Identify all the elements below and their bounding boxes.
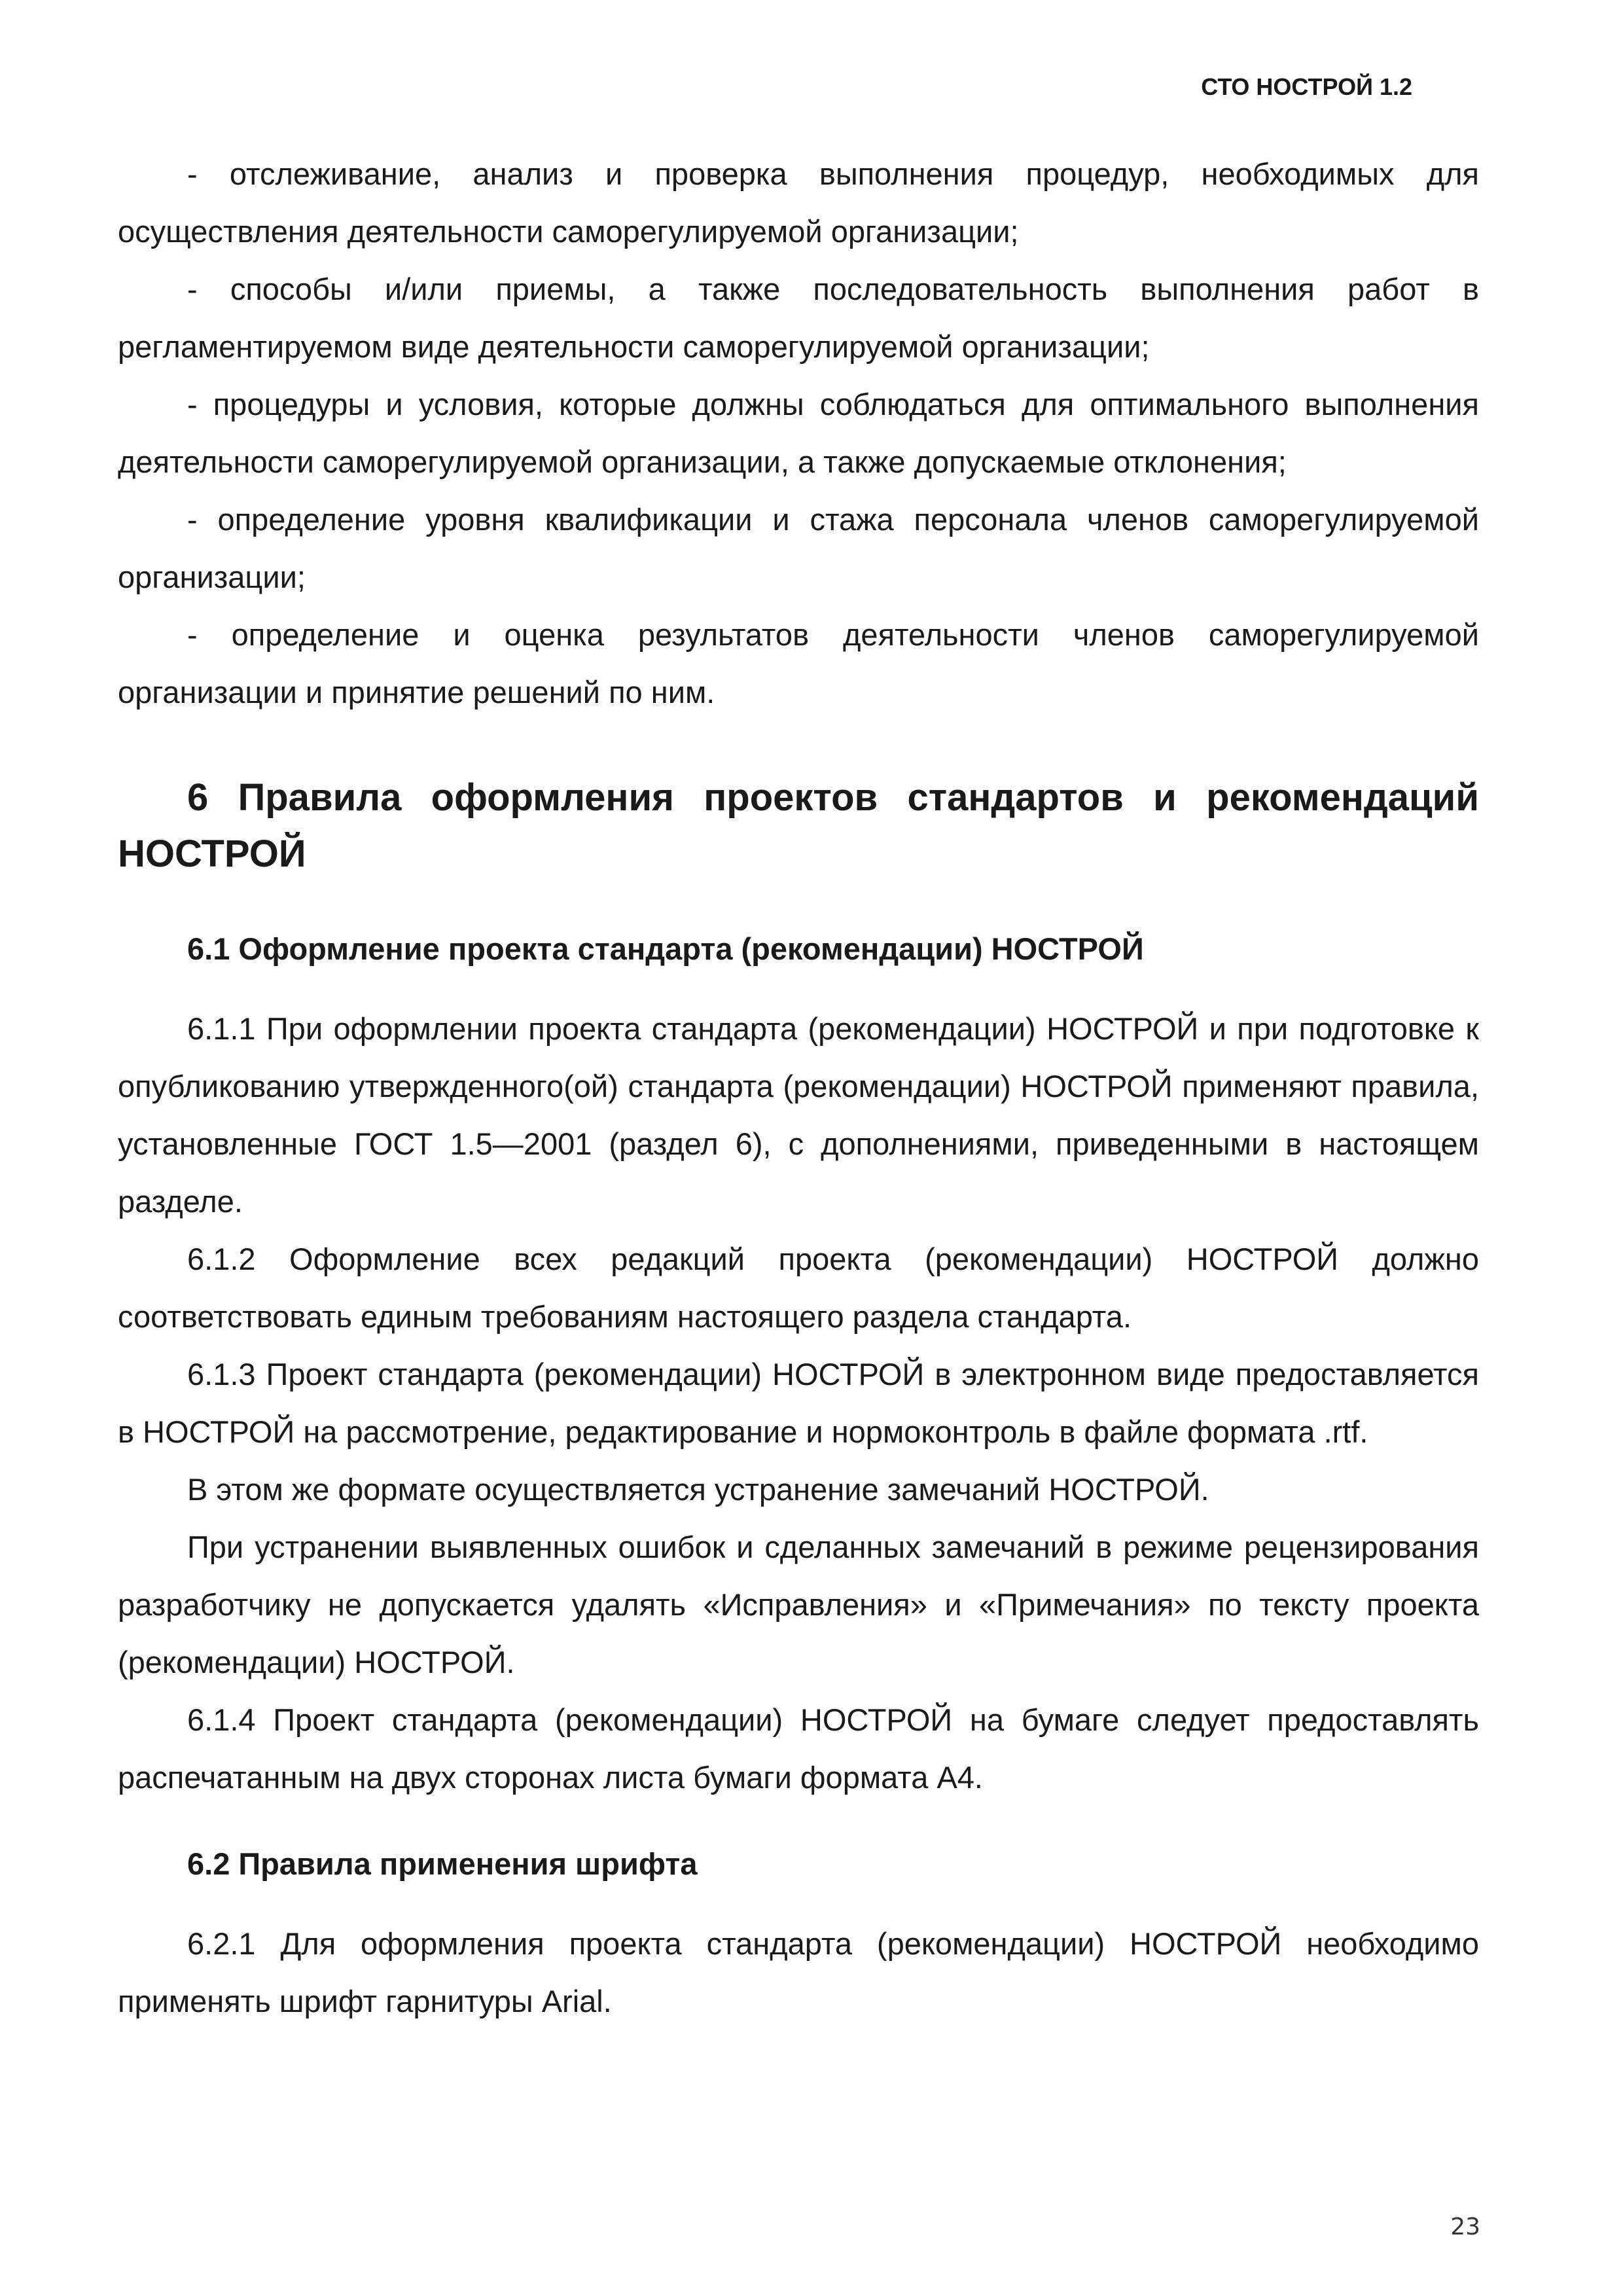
list-item: - определение и оценка результатов деятельности членов саморегулируемой организации и принятие решений по ним. [118, 617, 1479, 709]
document-code-header: СТО НОСТРОЙ 1.2 [1201, 73, 1412, 100]
section-heading: 6 Правила оформления проектов стандартов и рекомендаций НОСТРОЙ [118, 776, 1479, 875]
list-item: - процедуры и условия, которые должны соблюдаться для оптимального выполнения деятельности саморегулируемой организации, а также допускаемые отклонения; [118, 387, 1479, 479]
list-item: - способы и/или приемы, а также последовательность выполнения работ в регламентируемом виде деятельности саморегулируемой организации; [118, 272, 1479, 364]
list-item: - отслеживание, анализ и проверка выполнения процедур, необходимых для осуществления деятельности саморегулируемой организации; [118, 156, 1479, 249]
paragraph: 6.1.4 Проект стандарта (рекомендации) НОСТРОЙ на бумаге следует предоставлять распечатанным на двух сторонах листа бумаги формата А4. [118, 1702, 1479, 1795]
paragraph: При устранении выявленных ошибок и сделанных замечаний в режиме рецензирования разработчику не допускается удалять «Исправления» и «Примечания» по тексту проекта (рекомендации) НОСТРОЙ. [118, 1530, 1479, 1679]
list-item: - определение уровня квалификации и стажа персонала членов саморегулируемой организации; [118, 502, 1479, 594]
subsection-heading: 6.1 Оформление проекта стандарта (рекомендации) НОСТРОЙ [187, 931, 1144, 966]
subsection-heading: 6.2 Правила применения шрифта [187, 1846, 698, 1881]
paragraph: 6.1.1 При оформлении проекта стандарта (рекомендации) НОСТРОЙ и при подготовке к опубликованию утвержденного(ой) стандарта (рекомендации) НОСТРОЙ применяют правила, установленные ГОСТ 1.5—2001 (раздел 6), с дополнениями, приведенными в настоящем разделе. [118, 1011, 1479, 1219]
page-body [118, 145, 1479, 2030]
page-number: 23 [1450, 2214, 1480, 2240]
paragraph: 6.2.1 Для оформления проекта стандарта (рекомендации) НОСТРОЙ необходимо применять шрифт гарнитуры Arial. [118, 1926, 1479, 2018]
paragraph: В этом же формате осуществляется устранение замечаний НОСТРОЙ. [187, 1472, 1209, 1507]
paragraph: 6.1.2 Оформление всех редакций проекта (рекомендации) НОСТРОЙ должно соответствовать единым требованиям настоящего раздела стандарта. [118, 1242, 1479, 1334]
paragraph: 6.1.3 Проект стандарта (рекомендации) НОСТРОЙ в электронном виде предоставляется в НОСТРОЙ на рассмотрение, редактирование и нормоконтроль в файле формата .rtf. [118, 1357, 1479, 1449]
